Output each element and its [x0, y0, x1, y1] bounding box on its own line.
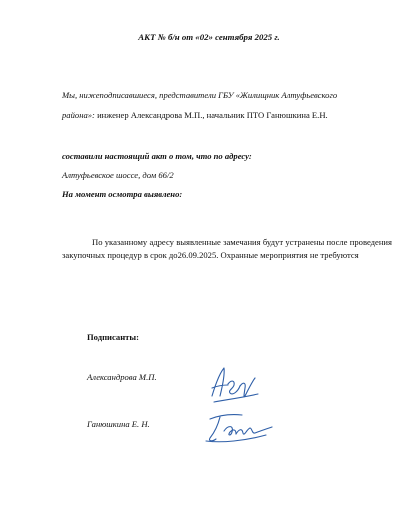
intro-line-2-rest: инженер Александрова М.П., начальник ПТО Ганюшкина Е.Н.	[94, 110, 328, 120]
address-line: Алтуфьевское шоссе, дом 66/2	[62, 170, 174, 180]
intro-line-1: Мы, нижеподписавшиеся, представители ГБУ «Жилищник Алтуфьевского	[62, 90, 338, 100]
signature-1	[200, 358, 270, 408]
intro-line-2	[62, 110, 328, 121]
document-title: АКТ № б/н от «02» сентября 2025 г.	[138, 32, 280, 42]
signatories-heading: Подписанты:	[87, 332, 139, 342]
signature-2	[200, 405, 280, 447]
findings-paragraph: По указанному адресу выявленные замечания будут устранены после проведения закупочных процедур в срок до26.09.2025. Охранные мероприятия не требуются	[62, 237, 392, 260]
intro-line-2-italic: района»:	[62, 110, 95, 120]
composed-line: составили настоящий акт о том, что по адресу:	[62, 151, 252, 161]
signatory-2-name: Ганюшкина Е. Н.	[87, 419, 150, 429]
signatory-1-name: Александрова М.П.	[87, 372, 157, 382]
inspection-heading: На момент осмотра выявлено:	[62, 189, 183, 199]
